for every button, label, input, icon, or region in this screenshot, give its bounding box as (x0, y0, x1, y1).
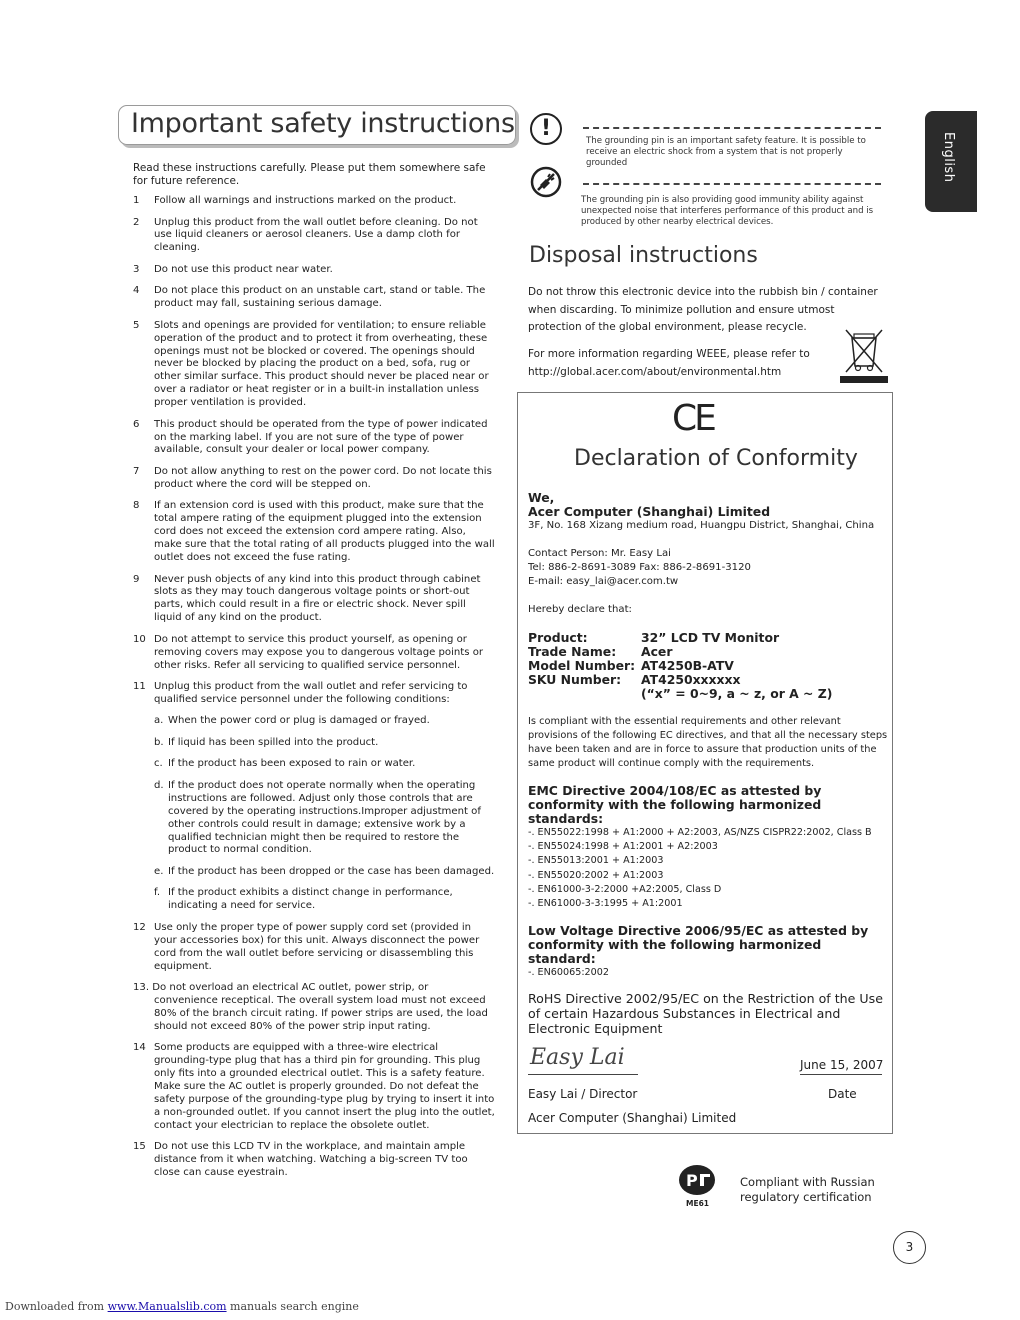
item-text: This product should be operated from the type of power indicated on the marking label. If you are not sure of the type of power available, consult your dealer or local power company. (154, 418, 488, 456)
subitem-letter: b. (154, 736, 164, 748)
declaration-body (528, 491, 888, 1036)
item-text: Use only the proper type of power supply cord set (provided in your accessories box) for this unit. Always disconnect the power cord from the wall outlet before servicing or disassembling this equipment. (154, 921, 480, 972)
grounding-note-1: The grounding pin is an important safety feature. It is possible to receive an electric shock from a system that is not properly grounded (586, 136, 866, 169)
list-item (133, 634, 495, 673)
item-number: 5 (133, 319, 140, 331)
standard-line: -. EN61000-3-2:2000 +A2:2005, Class D (528, 883, 722, 895)
date-line (800, 1074, 882, 1075)
subitem-text: If the product does not operate normally when the operating instructions are followed. Adjust only those controls that are covered by the operating instructions.Improper adjustment of other controls could result in damage; extensive work by a qualified technician might then be required to restore the product to normal condition. (168, 779, 481, 856)
item-number: 7 (133, 465, 140, 477)
item-number: 4 (133, 285, 140, 297)
signature-line (528, 1074, 638, 1075)
list-subitem (154, 715, 495, 728)
contact-email: E-mail: easy_lai@acer.com.tw (528, 576, 679, 587)
list-item (133, 285, 495, 311)
item-text: Some products are equipped with a three-wire electrical grounding-type plug that has a third pin for grounding. This plug only fits into a grounded electrical outlet. This is a safety feature. Make sure the AC outlet is properly grounded. Do not defeat the safety purpose of the grounding-type plug by trying to insert it into a non-grounded outlet. If you cannot insert the plug into the outlet, contact your electrician to replace the obsolete outlet. (154, 1042, 495, 1131)
compliance-text: Is compliant with the essential requirements and other relevant provisions of the following EC directives, and that all the necessary steps have been taken and are in force to assure that production units of the same product will continue comply with the requirements. (528, 716, 888, 769)
field-label: Trade Name: (528, 644, 617, 659)
item-text: Do not use this product near water. (154, 263, 333, 275)
sku-note: (“x” = 0~9, a ~ z, or A ~ Z) (641, 686, 833, 701)
product-info (528, 631, 888, 701)
field-value: AT4250xxxxxx (641, 672, 741, 687)
sku-note-row (528, 687, 888, 701)
ce-mark: CE (672, 398, 714, 439)
list-item (133, 982, 495, 1034)
weee-text: For more information regarding WEEE, please refer to http://global.acer.com/about/environmental.htm (528, 348, 810, 378)
list-item (133, 922, 495, 974)
item-text: 13. Do not overload an electrical AC outlet, power strip, or convenience receptical. The overall system load must not exceed 80% of the branch circuit rating. If power strips are used, the load should not exceed 80% of the power strip input rating. (133, 982, 488, 1032)
dashed-divider (583, 183, 881, 185)
russian-certification-text: Compliant with Russian regulatory certification (740, 1175, 875, 1204)
download-footer (5, 1300, 359, 1313)
grounding-note-2: The grounding pin is also providing good immunity ability against unexpected noise that interferes performance of this product and is produced by other nearby electrical devices. (581, 195, 874, 228)
disposal-text: Do not throw this electronic device into the rubbish bin / container when discarding. To minimize pollution and ensure utmost protection of the global environment, please recycle. (528, 286, 878, 333)
list-subitem (154, 887, 495, 913)
footer-prefix: Downloaded from (5, 1300, 108, 1313)
certification-code: ME61 (686, 1199, 710, 1208)
item-text: Slots and openings are provided for ventilation; to ensure reliable operation of the product and to protect it from overheating, these openings must not be blocked or covered. The openings should never be blocked by placing the product on a bed, sofa, rug or other similar surface. This product should never be placed near or over a radiator or heat register or in a built-in installation unless proper ventilation is provided. (154, 319, 489, 409)
standard-line: -. EN55020:2002 + A1:2003 (528, 869, 664, 881)
product-row (528, 631, 888, 645)
we-label: We, (528, 490, 555, 505)
field-label: SKU Number: (528, 672, 622, 687)
no-plug-icon (530, 166, 562, 198)
declare-text: Hereby declare that: (528, 604, 632, 615)
item-number: 15 (133, 1141, 146, 1153)
safety-list (133, 195, 495, 1189)
contact-person: Contact Person: Mr. Easy Lai (528, 548, 671, 559)
language-tab (925, 111, 977, 212)
standard-line: -. EN55024:1998 + A1:2001 + A2:2003 (528, 841, 718, 853)
subitem-text: If liquid has been spilled into the product. (168, 736, 379, 748)
rohs-text: RoHS Directive 2002/95/EC on the Restriction of the Use of certain Hazardous Substances in Electrical and Electronic Equipment (528, 991, 883, 1036)
gost-certification-icon (678, 1164, 716, 1196)
intro-text: Read these instructions carefully. Please put them somewhere safe for future reference. (133, 162, 486, 187)
item-number: 3 (133, 263, 140, 275)
language-tab-label: English (941, 132, 956, 183)
item-number: 10 (133, 633, 146, 645)
list-item (133, 1042, 495, 1132)
svg-text:P: P (686, 1171, 698, 1190)
manualslib-link[interactable]: www.Manualslib.com (107, 1300, 227, 1313)
item-text: Do not attempt to service this product yourself, as opening or removing covers may expose you to dangerous voltage points or other risks. Refer all servicing to qualified service personnel. (154, 633, 484, 671)
company-address: 3F, No. 168 Xizang medium road, Huangpu District, Shanghai, China (528, 520, 875, 531)
item-number: 11 (133, 681, 146, 693)
field-value: 32” LCD TV Monitor (641, 630, 780, 645)
list-item (133, 264, 495, 277)
weee-bin-icon (840, 322, 888, 384)
item-number: 12 (133, 921, 146, 933)
declaration-title: Declaration of Conformity (574, 446, 858, 471)
subitem-letter: d. (154, 779, 164, 791)
signature-date: June 15, 2007 (800, 1058, 884, 1072)
emc-title: EMC Directive 2004/108/EC as attested by conformity with the following harmonized standards: (528, 783, 822, 826)
subitem-text: If the product has been dropped or the case has been damaged. (168, 865, 495, 877)
list-subitem (154, 737, 495, 750)
item-text: Unplug this product from the wall outlet before cleaning. Do not use liquid cleaners or aerosol cleaners. Use a damp cloth for cleaning. (154, 216, 478, 254)
item-number: 8 (133, 500, 140, 512)
item-text: Never push objects of any kind into this product through cabinet slots as they may touch dangerous voltage points or short-out parts, which could result in a fire or electric shock. Never spill liquid of any kind on the product. (154, 573, 481, 624)
item-text: If an extension cord is used with this product, make sure that the total ampere rating of the equipment plugged into the extension cord does not exceed the extension cord ampere rating. Also, make sure that the total rating of all products plugged into the wall outlet does not exceed the fuse rating. (154, 500, 495, 563)
list-item (133, 500, 495, 565)
list-item (133, 217, 495, 256)
subitem-letter: f. (154, 887, 161, 899)
lvd-title: Low Voltage Directive 2006/95/EC as attested by conformity with the following harmonized standard: (528, 923, 869, 967)
standard-line: -. EN61000-3-3:1995 + A1:2001 (528, 898, 683, 910)
list-item (133, 574, 495, 626)
trade-name-row (528, 645, 888, 659)
warning-icon: ! (530, 113, 562, 145)
standard-line: -. EN55022:1998 + A1:2000 + A2:2003, AS/NZS CISPR22:2002, Class B (528, 827, 872, 838)
list-item (133, 195, 495, 208)
page-title-box (118, 105, 516, 145)
signer-name: Easy Lai / Director (528, 1087, 638, 1101)
dashed-divider (583, 127, 881, 129)
subitem-letter: c. (154, 758, 163, 770)
model-number-row (528, 659, 888, 673)
list-item (133, 681, 495, 707)
list-subitem (154, 758, 495, 771)
standard-line: -. EN55013:2001 + A1:2003 (528, 855, 664, 867)
item-number: 1 (133, 195, 140, 206)
item-text: Follow all warnings and instructions marked on the product. (154, 195, 457, 206)
item-text: Do not use this LCD TV in the workplace, and maintain ample distance from it when watching. Watching a big-screen TV too close can cause eyestrain. (154, 1141, 468, 1179)
field-value: AT4250B-ATV (641, 658, 734, 673)
list-item (133, 466, 495, 492)
page-title: Important safety instructions (131, 108, 515, 139)
footer-suffix: manuals search engine (226, 1300, 359, 1313)
field-label: Product: (528, 630, 588, 645)
date-label: Date (828, 1087, 857, 1101)
list-item (133, 320, 495, 410)
company-name: Acer Computer (Shanghai) Limited (528, 504, 771, 519)
item-number: 9 (133, 573, 140, 585)
list-subitem (154, 866, 495, 879)
item-number: 14 (133, 1042, 146, 1054)
list-item (133, 419, 495, 458)
subitem-text: If the product has been exposed to rain or water. (168, 758, 416, 770)
field-label: Model Number: (528, 658, 636, 673)
item-text: Unplug this product from the wall outlet and refer servicing to qualified service personnel under the following conditions: (154, 681, 468, 705)
sku-number-row (528, 673, 888, 687)
item-text: Do not allow anything to rest on the power cord. Do not locate this product where the cord will be stepped on. (154, 465, 492, 490)
signature: Easy Lai (530, 1045, 625, 1070)
item-text: Do not place this product on an unstable cart, stand or table. The product may fall, sustaining serious damage. (154, 285, 486, 310)
page-number: 3 (893, 1231, 926, 1264)
item-number: 2 (133, 216, 140, 228)
subitem-letter: a. (154, 715, 164, 727)
field-value: Acer (641, 644, 673, 659)
subitem-letter: e. (154, 865, 164, 877)
subitem-text: If the product exhibits a distinct change in performance, indicating a need for service. (168, 887, 453, 912)
signer-company: Acer Computer (Shanghai) Limited (528, 1111, 737, 1125)
subitem-text: When the power cord or plug is damaged or frayed. (168, 715, 430, 727)
list-item (133, 1141, 495, 1180)
disposal-title: Disposal instructions (529, 243, 758, 268)
standard-line: -. EN60065:2002 (528, 967, 609, 979)
item-number: 6 (133, 418, 140, 430)
list-subitem (154, 780, 495, 857)
contact-tel: Tel: 886-2-8691-3089 Fax: 886-2-8691-3120 (528, 562, 751, 573)
